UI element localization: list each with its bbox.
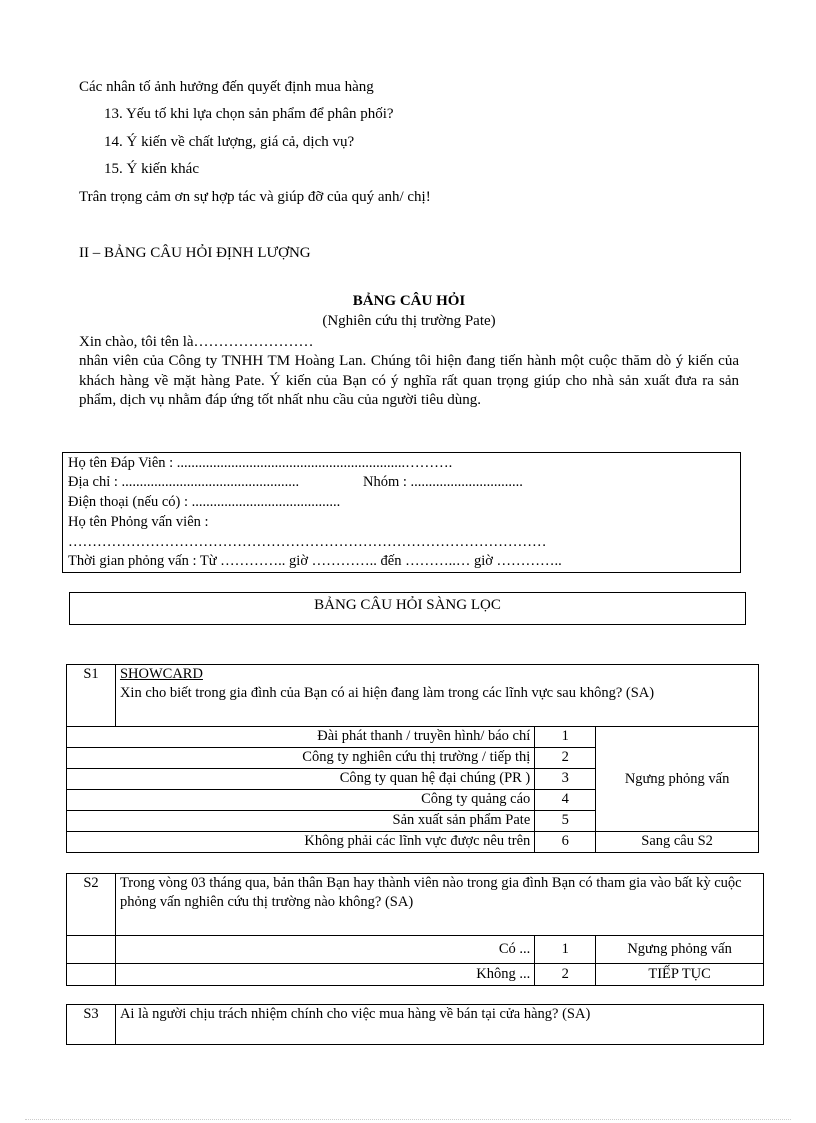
s1-code: S1 <box>67 665 116 727</box>
phone-field[interactable]: Điện thoại (nếu có) : ......................................... <box>68 494 341 510</box>
action-stop: Ngưng phỏng vấn <box>596 727 759 832</box>
option-label: Công ty nghiên cứu thị trường / tiếp thị <box>67 748 535 769</box>
option-code: 2 <box>535 748 596 769</box>
greeting-text: Xin chào, tôi tên là…………………… <box>79 334 314 350</box>
interview-time-field[interactable]: Thời gian phỏng vấn : Từ ………….. giờ ………….. đến ………..… giờ ………….. <box>68 553 562 569</box>
s2-table <box>66 873 764 986</box>
s3-table <box>66 1004 764 1045</box>
table-row[interactable] <box>67 832 759 853</box>
action-next: Sang câu S2 <box>596 832 759 853</box>
table-row[interactable] <box>67 964 764 986</box>
s1-question: Xin cho biết trong gia đình của Bạn có ai hiện đang làm trong các lĩnh vực sau không? (SA) <box>119 685 655 701</box>
interviewer-label: Họ tên Phỏng vấn viên : <box>68 514 209 530</box>
option-label: Không phải các lĩnh vực được nêu trên <box>67 832 535 853</box>
s2-code: S2 <box>67 874 116 936</box>
table-row[interactable] <box>67 727 759 748</box>
option-label: Công ty quảng cáo <box>67 790 535 811</box>
group-field[interactable]: Nhóm : ............................... <box>363 474 523 490</box>
option-label: Có ... <box>115 936 534 964</box>
respondent-name-field[interactable]: Họ tên Đáp Viên : ...............................................................………. <box>68 455 453 471</box>
page-title: BẢNG CÂU HỎI <box>352 293 466 309</box>
s3-code: S3 <box>67 1005 116 1045</box>
option-code: 3 <box>535 769 596 790</box>
list-item: 13. Yếu tố khi lựa chọn sản phẩm để phân phối? <box>104 106 394 122</box>
option-code: 5 <box>535 811 596 832</box>
intro-paragraph: nhân viên của Công ty TNHH TM Hoàng Lan. Chúng tôi hiện đang tiến hành một cuộc thăm dò ý kiến của khách hàng về mặt hàng Pate. Ý kiến của Bạn có ý nghĩa rất quan trọng giúp cho nhà sản xuất đưa ra sản phẩm, dịch vụ nhằm đáp ứng tốt nhất nhu cầu của người tiêu dùng. <box>79 353 739 408</box>
factors-heading: Các nhân tố ảnh hưởng đến quyết định mua hàng <box>79 79 374 95</box>
option-code: 4 <box>535 790 596 811</box>
page-bottom-divider <box>25 1119 791 1120</box>
thanks-text: Trân trọng cảm ơn sự hợp tác và giúp đỡ của quý anh/ chị! <box>79 189 431 205</box>
table-row[interactable] <box>67 936 764 964</box>
list-item: 14. Ý kiến về chất lượng, giá cả, dịch vụ? <box>104 134 355 150</box>
address-field[interactable]: Địa chỉ : ................................................. <box>68 474 300 490</box>
option-label: Không ... <box>115 964 534 986</box>
s3-question: Ai là người chịu trách nhiệm chính cho việc mua hàng về bán tại cửa hàng? (SA) <box>115 1005 763 1045</box>
option-label: Sản xuất sản phẩm Pate <box>67 811 535 832</box>
respondent-info-box <box>62 452 741 573</box>
option-code: 1 <box>535 936 596 964</box>
s1-question-cell <box>115 665 758 727</box>
option-code: 1 <box>535 727 596 748</box>
option-action: Ngưng phỏng vấn <box>596 936 764 964</box>
page-subtitle: (Nghiên cứu thị trường Pate) <box>322 313 496 329</box>
screening-title: BẢNG CÂU HỎI SÀNG LỌC <box>69 592 746 625</box>
option-action: TIẾP TỤC <box>596 964 764 986</box>
option-code: 6 <box>535 832 596 853</box>
showcard-label: SHOWCARD <box>119 666 203 682</box>
option-code: 2 <box>535 964 596 986</box>
option-label: Đài phát thanh / truyền hình/ báo chí <box>67 727 535 748</box>
section-heading: II – BẢNG CÂU HỎI ĐỊNH LƯỢNG <box>79 245 311 261</box>
s1-table <box>66 664 759 853</box>
s2-question: Trong vòng 03 tháng qua, bản thân Bạn hay thành viên nào trong gia đình Bạn có tham gia vào bất kỳ cuộc phỏng vấn nghiên cứu thị trường nào không? (SA) <box>115 874 763 936</box>
interviewer-name-field[interactable]: ……………………………………………………………………………………… <box>68 534 547 550</box>
list-item: 15. Ý kiến khác <box>104 161 199 177</box>
option-label: Công ty quan hệ đại chúng (PR ) <box>67 769 535 790</box>
